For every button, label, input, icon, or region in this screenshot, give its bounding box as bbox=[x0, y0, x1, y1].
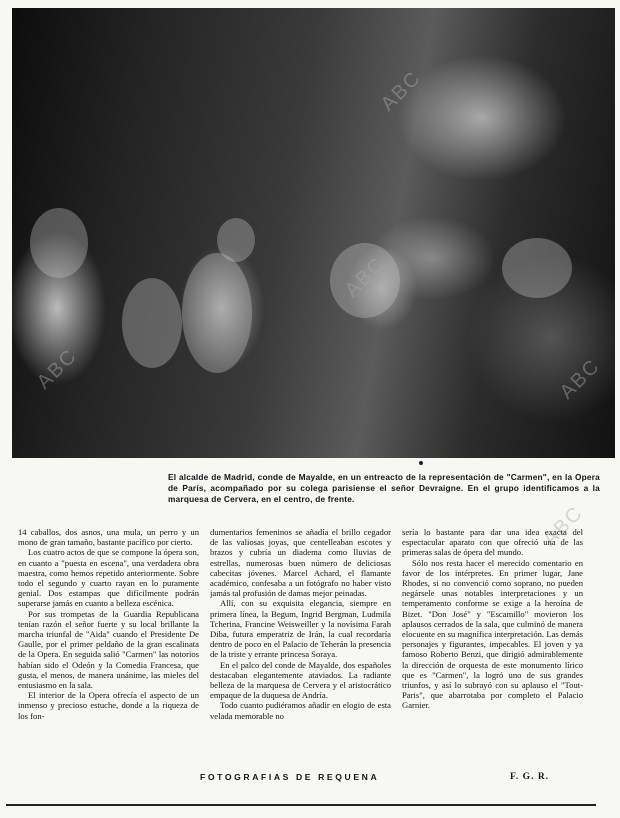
photo-caption: El alcalde de Madrid, conde de Mayalde, en un entreacto de la representación de "Carmen", en la Opera de París, acompañado por su colega parisiense el señor Devraigne. En el grupo identificamos a la marquesa de Cervera, en el centro, de frente. bbox=[168, 472, 600, 504]
paragraph: Sólo nos resta hacer el merecido comentario en favor de los intérpretes. En primer lugar, Jane Rhodes, si no convenció como soprano, no pueden negársele unas notables interpretaciones y un temperamento conforme se exige a la heroína de Bizet. "Don José" y "Escamillo" movieron los aplausos cerrados de la sala, que culminó de manera elocuente en su magnífica interpretación. Las demás personajes y figurantes, impecables. El joven y ya famoso Roberto Benzi, que dirigió admirablemente la dirección de orquesta de este monumento lírico que es "Carmen", la logró uno de sus grandes triunfos, y así lo subrayó con su aplauso el "Tout-Paris", que abarrotaba por completo el Palacio Garnier. bbox=[402, 557, 583, 711]
paragraph: El interior de la Opera ofrecía el aspecto de un inmenso y precioso estuche, donde a la riqueza de los fon- bbox=[18, 690, 199, 721]
paragraph: Todo cuanto pudiéramos añadir en elogio de esta velada memorable no bbox=[210, 700, 391, 721]
article-column-3 bbox=[402, 527, 583, 772]
paragraph: sería lo bastante para dar una idea exacta del espectacular aparato con que ofreció una de las primeras salas de ópera del mundo. bbox=[402, 527, 583, 558]
opera-audience-photo bbox=[12, 8, 615, 458]
watermark-abc: ABC bbox=[376, 66, 426, 116]
author-initials: F. G. R. bbox=[510, 772, 550, 782]
watermark-abc: ABC bbox=[32, 344, 82, 394]
article-column-2 bbox=[210, 527, 391, 772]
paragraph: Por sus trompetas de la Guardia Republicana tenían razón el señor fuerte y su local brillante la marcha triunfal de "Aida" cuando el Presidente De Gaulle, por el primer peldaño de la gran escalinata de la Opera. En seguida salió "Carmen" las notorios habían sido el Odeón y la Comedia Francesa, que gusta, el menos, de manera unánime, las mieles del entusiasmo en la sala. bbox=[18, 608, 199, 691]
watermark-abc: ABC bbox=[340, 252, 390, 302]
photo-credit: FOTOGRAFIAS DE REQUENA bbox=[200, 772, 380, 782]
watermark-abc: ABC bbox=[555, 354, 605, 404]
separator-dot bbox=[419, 461, 423, 465]
paragraph: 14 caballos, dos asnos, una mula, un perro y un mono de gran tamaño, bastante pacífico por cierto. bbox=[18, 527, 199, 548]
paragraph: dumentarios femeninos se añadía el brillo cegador de las valiosas joyas, que centelleaban escotes y brazos y cubría un diadema como lluvias de estrellas, numerosas buen número de deliciosas cabecitas jóvenes. Marcel Achard, el flamante académico, confesaba a un fotógrafo no haber visto jamás tal profusión de damas mejor peinadas. bbox=[210, 527, 391, 599]
paragraph: Los cuatro actos de que se compone la ópera son, en cuanto a "puesta en escena", una verdadera obra maestra, como hemos repetido anteriormente. Sobre todo el segundo y cuarto rayan en lo puramente genial. Dos estampas que difícilmente podrán superarse jamás en cuanto a belleza escénica. bbox=[18, 547, 199, 609]
article-body bbox=[18, 527, 608, 772]
bottom-rule bbox=[6, 804, 596, 806]
paragraph: Allí, con su exquisita elegancia, siempre en primera línea, la Begum, Ingrid Bergman, Ludmila Tcherina, Francine Weisweiller y la novísima Farah Diba, futura emperatriz de Irán, la cual recordaría dentro de poco en el Palacio de Teherán la presencia de la triste y errante princesa Soraya. bbox=[210, 598, 391, 660]
paragraph: En el palco del conde de Mayalde, dos españoles destacaban elegantemente ataviados. La radiante belleza de la marquesa de Cervera y el aristocrático empaque de la duquesa de Andría. bbox=[210, 659, 391, 701]
watermark-abc: ABC bbox=[538, 501, 588, 551]
article-column-1 bbox=[18, 527, 199, 772]
